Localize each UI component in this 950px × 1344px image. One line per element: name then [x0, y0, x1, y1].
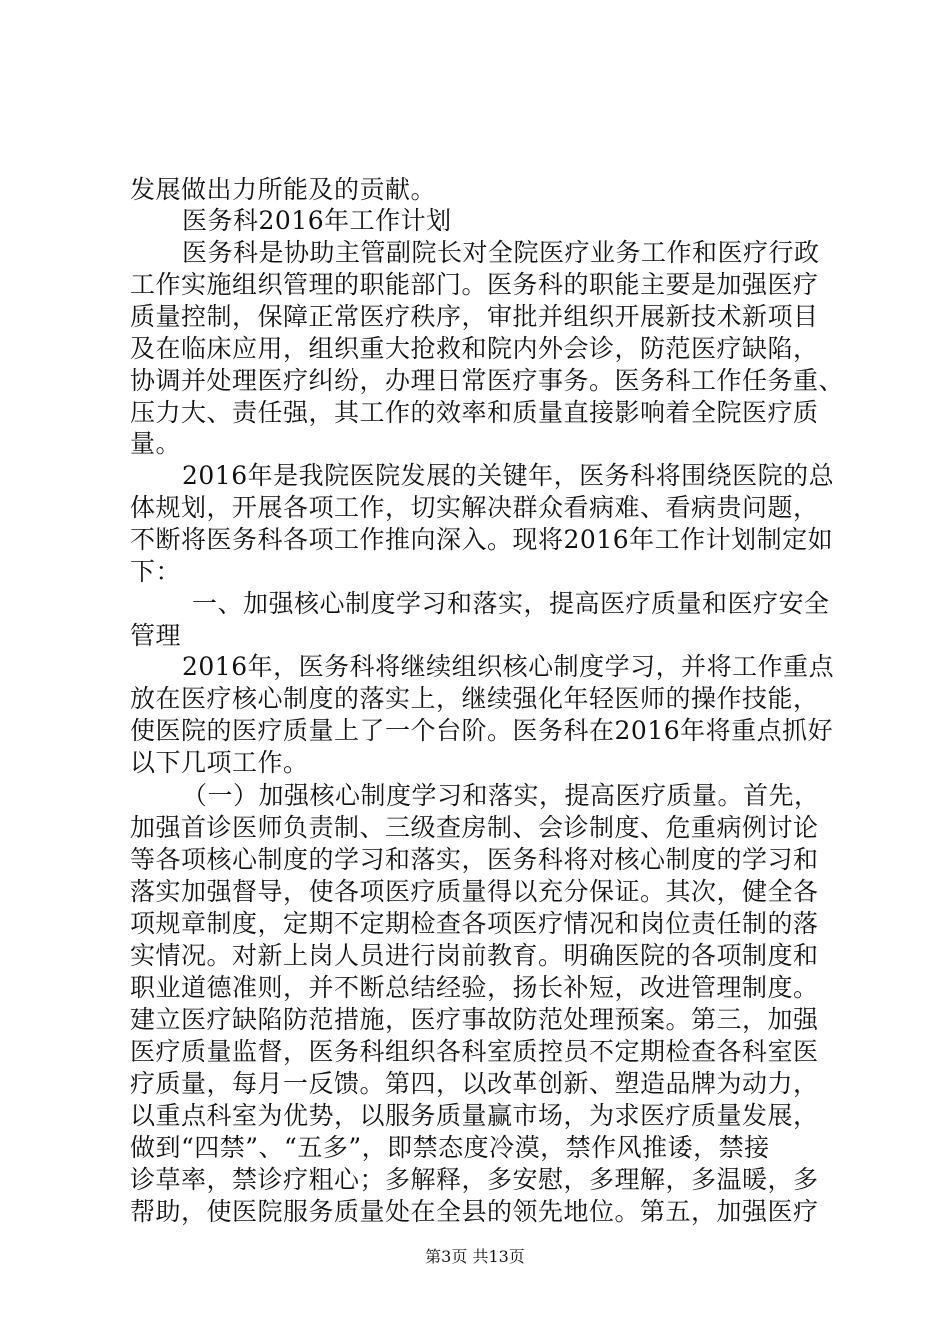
text-line: 放在医疗核心制度的落实上，继续强化年轻医师的操作技能， — [130, 684, 819, 713]
text-line: 以下几项工作。 — [130, 748, 309, 777]
text-line: 实情况。对新上岗人员进行岗前教育。明确医院的各项制度和 — [130, 941, 819, 970]
text-line: 医务科是协助主管副院长对全院医疗业务工作和医疗行政 — [182, 238, 820, 267]
text-line: 帮助，使医院服务质量处在全县的领先地位。第五，加强医疗 — [130, 1197, 819, 1226]
section-title: 医务科2016年工作计划 — [182, 206, 452, 235]
text-line: 做到“四禁”、“五多”，即禁态度冷漠，禁作风推诿，禁接 — [130, 1133, 770, 1162]
text-line: 质量控制，保障正常医疗秩序，审批并组织开展新技术新项目 — [130, 302, 819, 331]
text-line: 不断将医务科各项工作推向深入。现将2016年工作计划制定如 — [130, 525, 834, 554]
text-line: 2016年，医务科将继续组织核心制度学习，并将工作重点 — [182, 652, 835, 681]
text-line: 职业道德准则，并不断总结经验，扬长补短，改进管理制度。 — [130, 973, 819, 1002]
text-line: 使医院的医疗质量上了一个台阶。医务科在2016年将重点抓好 — [130, 716, 834, 745]
text-line: 诊草率，禁诊疗粗心；多解释，多安慰，多理解，多温暖，多 — [130, 1165, 819, 1194]
text-line: 项规章制度，定期不定期检查各项医疗情况和岗位责任制的落 — [130, 909, 819, 938]
section-heading: 一、加强核心制度学习和落实，提高医疗质量和医疗安全 — [192, 589, 830, 618]
subsection-line: （一）加强核心制度学习和落实，提高医疗质量。首先， — [182, 781, 820, 810]
text-line: 发展做出力所能及的贡献。 — [130, 175, 437, 204]
text-line: 下： — [130, 557, 182, 586]
text-line: 2016年是我院医院发展的关键年，医务科将围绕医院的总 — [182, 461, 835, 490]
text-line: 体规划，开展各项工作，切实解决群众看病难、看病贵问题， — [130, 493, 819, 522]
text-line: 建立医疗缺陷防范措施，医疗事故防范处理预案。第三，加强 — [130, 1005, 819, 1034]
text-line: 等各项核心制度的学习和落实，医务科将对核心制度的学习和 — [130, 845, 819, 874]
text-line: 疗质量，每月一反馈。第四，以改革创新、塑造品牌为动力， — [130, 1069, 819, 1098]
text-line: 落实加强督导，使各项医疗质量得以充分保证。其次，健全各 — [130, 877, 819, 906]
text-line: 加强首诊医师负责制、三级查房制、会诊制度、危重病例讨论 — [130, 813, 819, 842]
text-line: 协调并处理医疗纠纷，办理日常医疗事务。医务科工作任务重、 — [130, 366, 845, 395]
text-line: 医疗质量监督，医务科组织各科室质控员不定期检查各科室医 — [130, 1037, 819, 1066]
page-number-footer: 第3页 共13页 — [425, 1247, 525, 1266]
text-line: 量。 — [130, 429, 182, 458]
text-line: 及在临床应用，组织重大抢救和院内外会诊，防范医疗缺陷， — [130, 334, 819, 363]
section-heading-continued: 管理 — [130, 621, 182, 650]
text-line: 以重点科室为优势，以服务质量赢市场，为求医疗质量发展， — [130, 1101, 819, 1130]
text-line: 工作实施组织管理的职能部门。医务科的职能主要是加强医疗 — [130, 270, 819, 299]
text-line: 压力大、责任强，其工作的效率和质量直接影响着全院医疗质 — [130, 398, 819, 427]
